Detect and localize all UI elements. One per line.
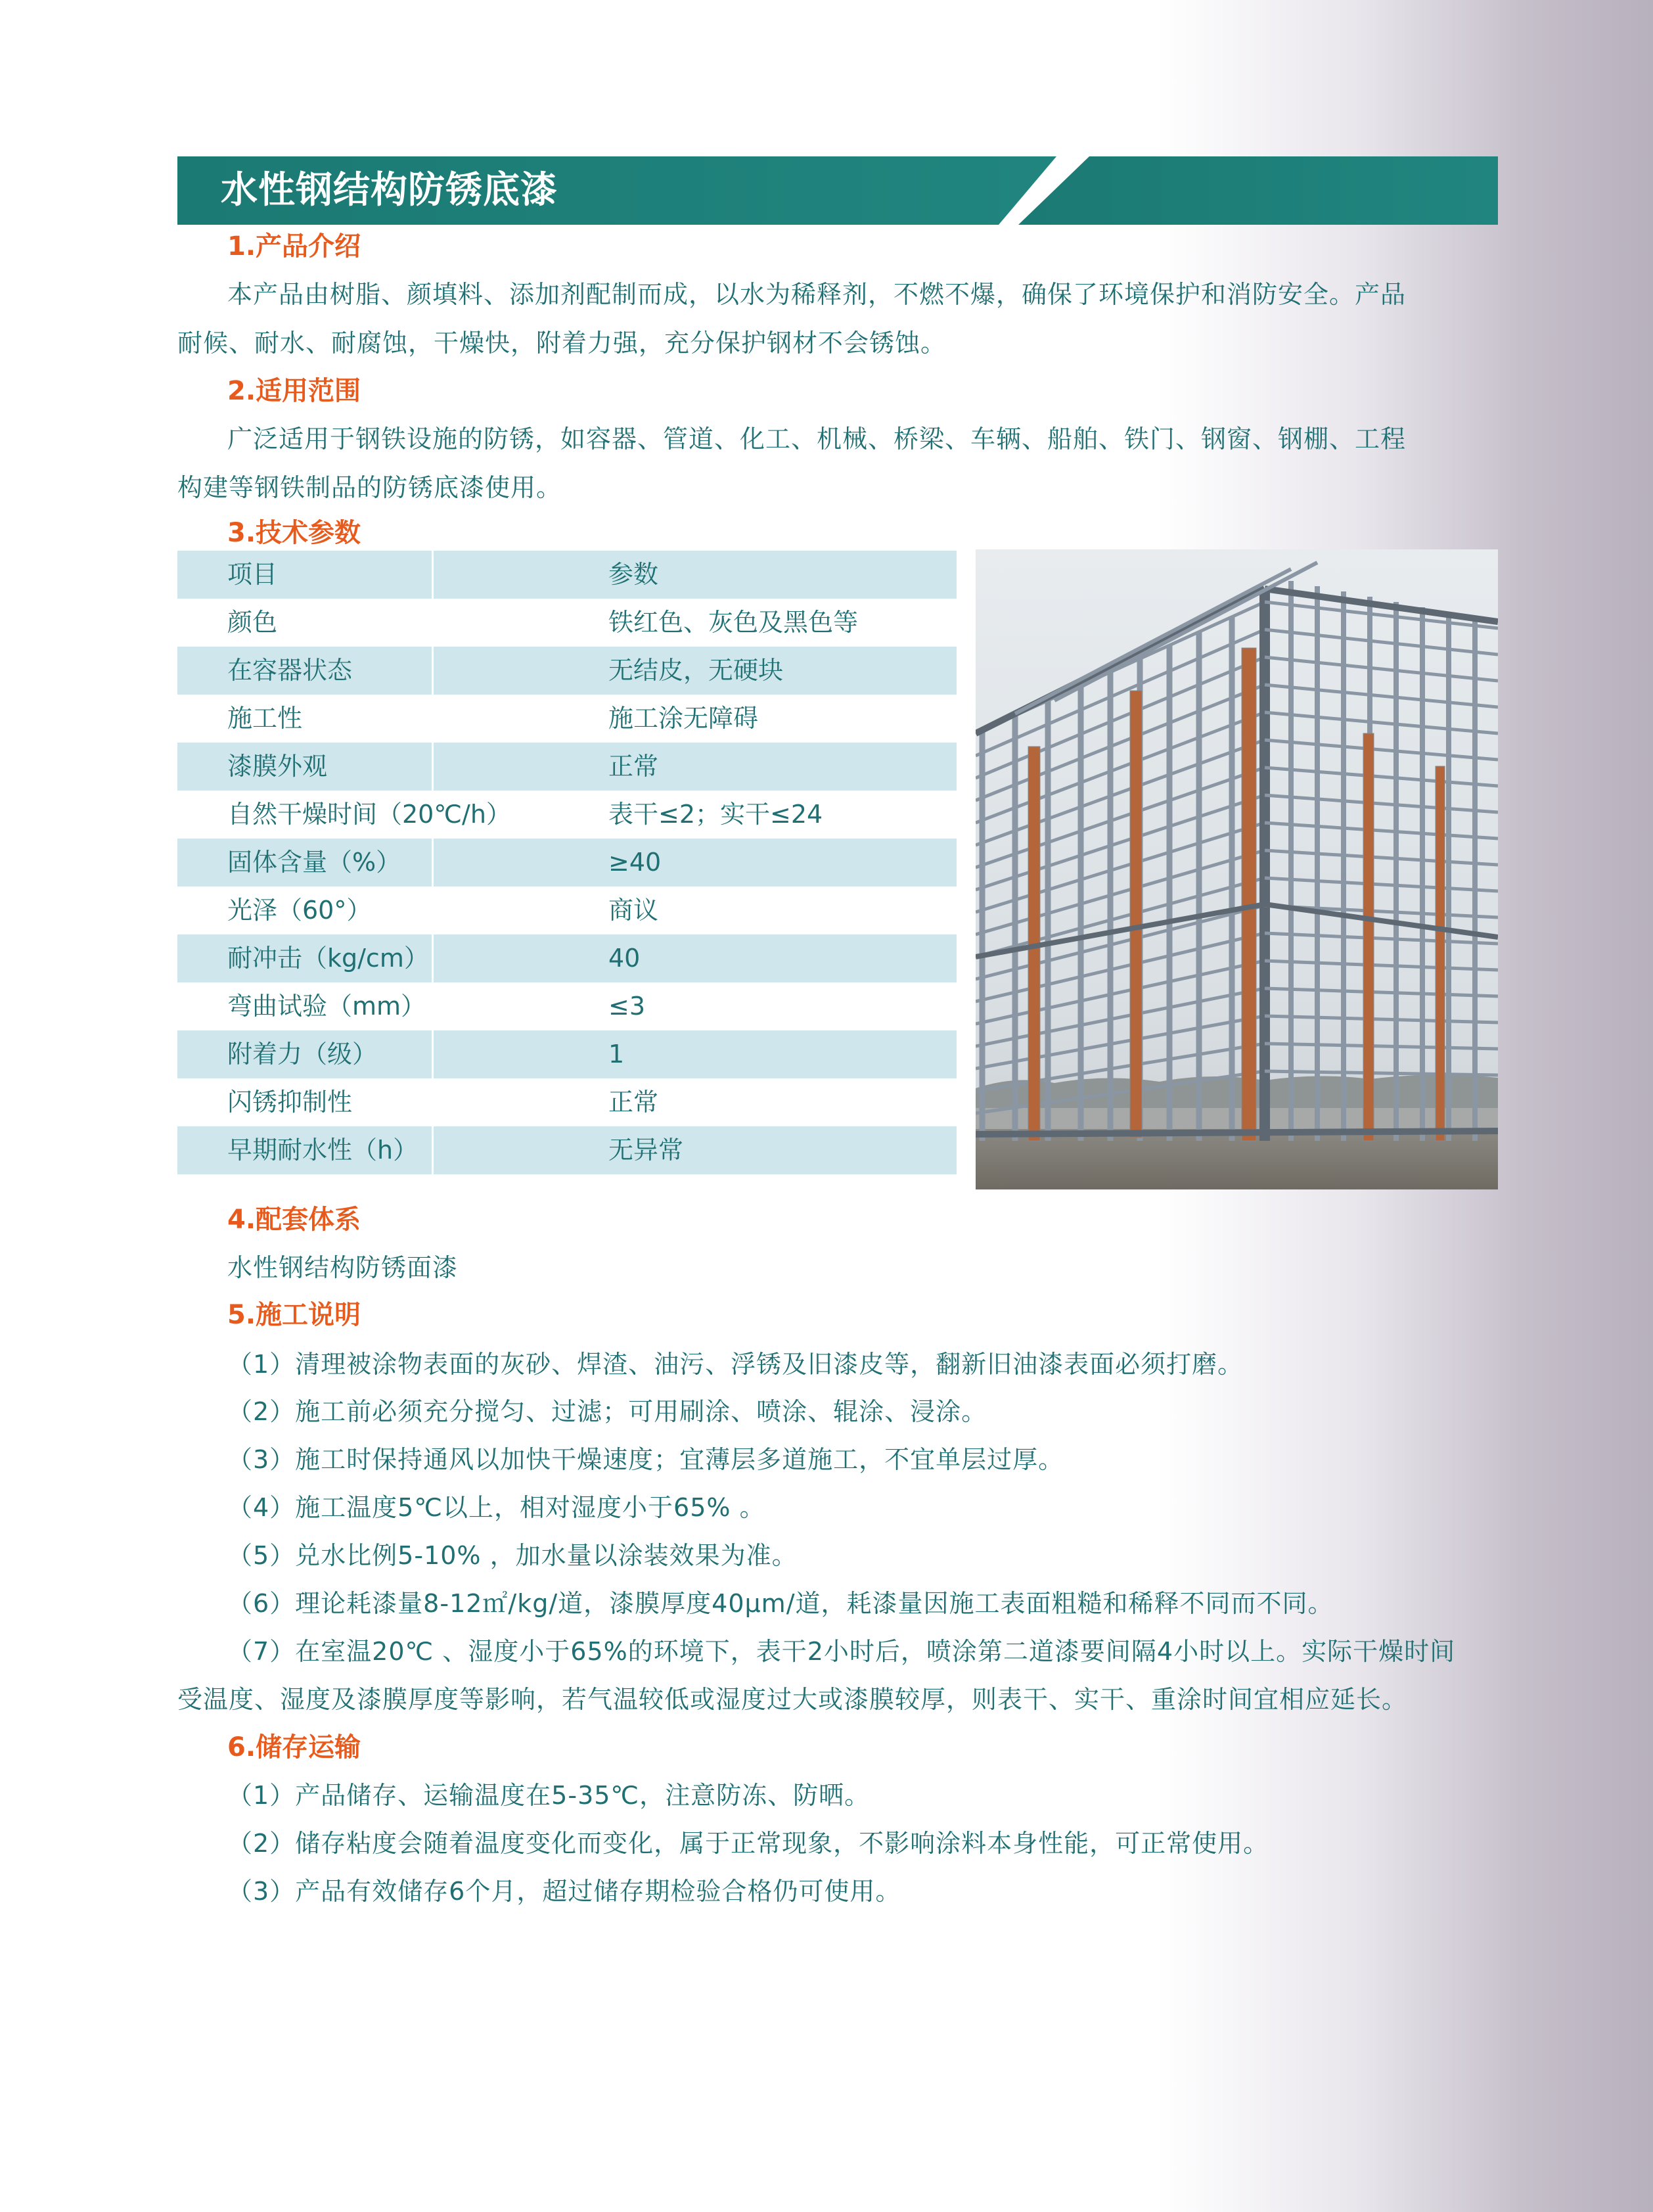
storage-item-3: （3）产品有效储存6个月，超过储存期检验合格仍可使用。: [227, 1877, 901, 1906]
application-item-2: （2）施工前必须充分搅匀、过滤；可用刷涂、喷涂、辊涂、浸涂。: [227, 1397, 987, 1426]
table-cell-value: 40: [608, 944, 641, 973]
application-item-7: （7）在室温20℃ 、湿度小于65%的环境下，表干2小时后，喷涂第二道漆要间隔4小时以上。实际干燥时间: [227, 1637, 1456, 1666]
table-cell-item: 早期耐水性（h）: [227, 1136, 419, 1164]
table-cell-value: 1: [608, 1040, 625, 1069]
table-row: [177, 695, 957, 743]
system-text: 水性钢结构防锈面漆: [227, 1253, 459, 1282]
table-row: [177, 887, 957, 934]
table-cell-value: 商议: [608, 896, 659, 925]
table-row: [177, 982, 957, 1030]
table-cell-value: 施工涂无障碍: [608, 704, 759, 733]
heading-system: 4.配套体系: [227, 1205, 361, 1235]
table-cell-item: 固体含量（%）: [227, 848, 401, 877]
table-row: [177, 791, 957, 839]
application-item-6: （6）理论耗漆量8-12㎡/kg/道，漆膜厚度40μm/道，耗漆量因施工表面粗糙和稀释不同而不同。: [227, 1589, 1334, 1618]
table-cell-item: 弯曲试验（mm）: [227, 992, 426, 1021]
heading-storage: 6.储存运输: [227, 1732, 361, 1763]
storage-item-1: （1）产品储存、运输温度在5-35℃，注意防冻、防晒。: [227, 1781, 871, 1810]
table-cell-item: 光泽（60°）: [227, 896, 372, 925]
heading-params: 3.技术参数: [227, 518, 361, 548]
table-cell-value: ≤3: [608, 992, 646, 1021]
application-item-4: （4）施工温度5℃以上，相对湿度小于65% 。: [227, 1493, 765, 1522]
storage-item-2: （2）储存粘度会随着温度变化而变化，属于正常现象，不影响涂料本身性能，可正常使用。: [227, 1829, 1269, 1858]
table-cell-item: 闪锈抑制性: [227, 1088, 353, 1117]
table-cell-value: 正常: [608, 1088, 659, 1117]
table-cell-item: 耐冲击（kg/cm）: [227, 944, 429, 973]
table-cell-item: 漆膜外观: [227, 752, 328, 781]
table-row: [177, 743, 957, 791]
table-cell-value: 表干≤2；实干≤24: [608, 800, 823, 829]
table-row: [177, 551, 957, 599]
heading-application: 5.施工说明: [227, 1300, 361, 1330]
application-item-5: （5）兑水比例5-10% ，加水量以涂装效果为准。: [227, 1541, 798, 1570]
table-cell-value: 无结皮，无硬块: [608, 656, 784, 685]
steel-structure-illustration: [976, 549, 1498, 1189]
title-banner: [177, 156, 1498, 225]
table-row: [177, 839, 957, 887]
table-row: [177, 599, 957, 647]
table-cell-item: 项目: [227, 560, 278, 589]
parameter-table: [177, 551, 957, 1174]
scope-line-2: 构建等钢铁制品的防锈底漆使用。: [177, 473, 562, 502]
table-cell-item: 在容器状态: [227, 656, 353, 685]
application-item-7-continued: 受温度、湿度及漆膜厚度等影响，若气温较低或湿度过大或漆膜较厚，则表干、实干、重涂时间宜相应延长。: [177, 1685, 1408, 1714]
intro-line-2: 耐候、耐水、耐腐蚀，干燥快，附着力强，充分保护钢材不会锈蚀。: [177, 329, 947, 357]
table-cell-value: 正常: [608, 752, 659, 781]
table-cell-item: 自然干燥时间（20℃/h）: [227, 800, 511, 829]
table-cell-item: 附着力（级）: [227, 1040, 378, 1069]
table-cell-value: 无异常: [608, 1136, 684, 1164]
table-cell-value: 铁红色、灰色及黑色等: [608, 608, 859, 637]
table-row: [177, 647, 957, 695]
scope-line-1: 广泛适用于钢铁设施的防锈，如容器、管道、化工、机械、桥梁、车辆、船舶、铁门、钢窗、钢棚、工程: [227, 425, 1407, 453]
intro-line-1: 本产品由树脂、颜填料、添加剂配制而成，以水为稀释剂，不燃不爆，确保了环境保护和消防安全。产品: [227, 280, 1407, 309]
table-row: [177, 1030, 957, 1078]
heading-scope: 2.适用范围: [227, 376, 361, 406]
table-row: [177, 1078, 957, 1126]
heading-intro: 1.产品介绍: [227, 231, 361, 262]
page-title: 水性钢结构防锈底漆: [221, 169, 558, 212]
application-item-1: （1）清理被涂物表面的灰砂、焊渣、油污、浮锈及旧漆皮等，翻新旧油漆表面必须打磨。: [227, 1350, 1244, 1379]
table-cell-item: 颜色: [227, 608, 278, 637]
table-row: [177, 1126, 957, 1174]
table-cell-item: 施工性: [227, 704, 303, 733]
application-item-3: （3）施工时保持通风以加快干燥速度；宜薄层多道施工，不宜单层过厚。: [227, 1445, 1064, 1474]
table-cell-value: 参数: [608, 560, 659, 589]
table-row: [177, 934, 957, 982]
table-cell-value: ≥40: [608, 848, 662, 877]
